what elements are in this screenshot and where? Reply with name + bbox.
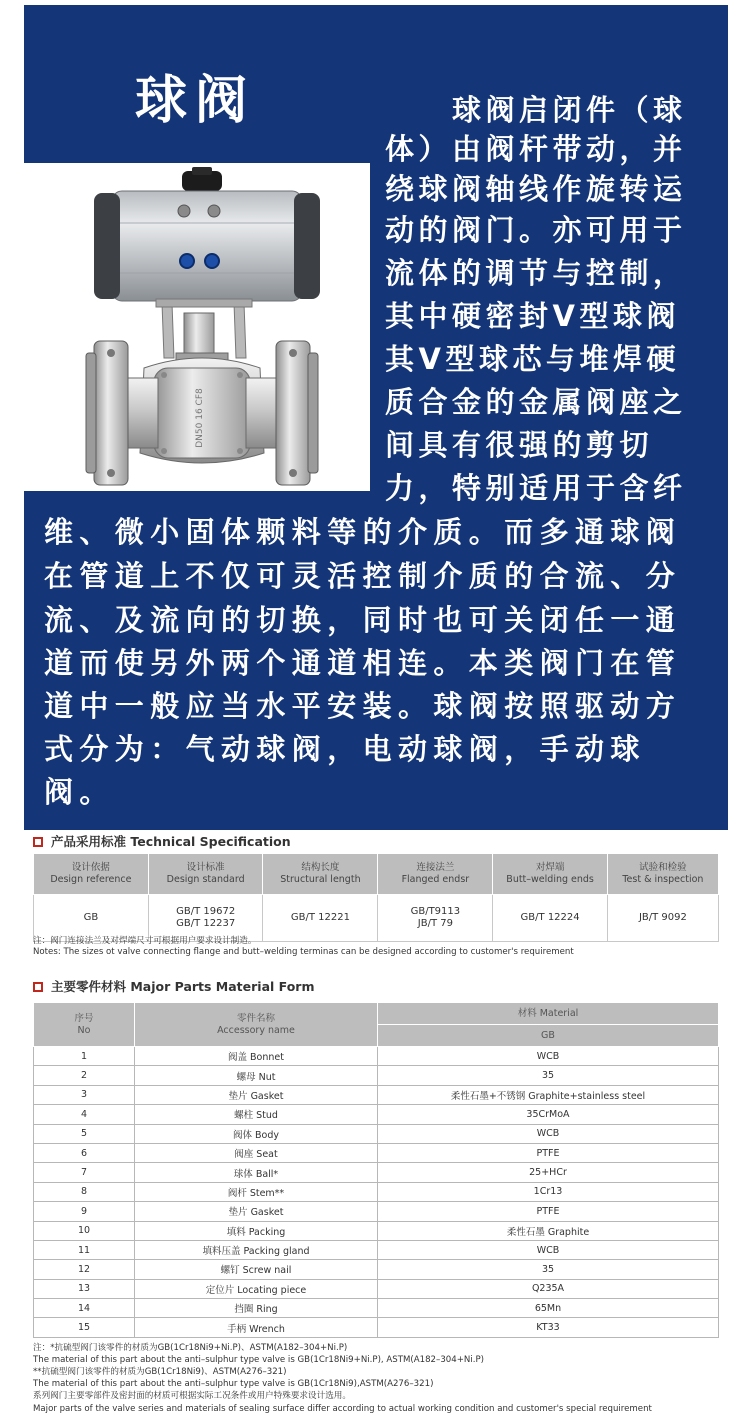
section-square-icon — [33, 837, 43, 847]
parts-cell-name: 定位片 Locating piece — [135, 1279, 378, 1298]
parts-row — [34, 1066, 719, 1085]
parts-note-line: Major parts of the valve series and materials of sealing surface differ according to actual working condition and customer's special requirement — [33, 1404, 652, 1414]
parts-title: 主要零件材料 Major Parts Material Form — [51, 979, 315, 994]
description-line: 阀。 — [44, 775, 115, 809]
parts-cell-mat: 柔性石墨 Graphite — [378, 1221, 719, 1240]
description-line: 质合金的金属阀座之 — [385, 385, 687, 419]
parts-cell-name: 阀座 Seat — [135, 1143, 378, 1162]
spec-cell: GB/T 12221 — [263, 895, 378, 942]
ball-valve-photo — [24, 163, 370, 491]
parts-cell-name: 阀杆 Stem** — [135, 1182, 378, 1201]
parts-cell-name: 挡圈 Ring — [135, 1299, 378, 1318]
parts-row — [34, 1124, 719, 1143]
spec-header-cell: 对焊端 Butt–welding ends — [493, 854, 607, 895]
parts-note-line: 系列阀门主要零部件及密封面的材质可根据实际工况条件或用户特殊要求设计选用。 — [33, 1391, 351, 1401]
parts-cell-name: 填料压盖 Packing gland — [135, 1240, 378, 1259]
parts-cell-no: 8 — [34, 1182, 135, 1201]
parts-row — [34, 1143, 719, 1162]
parts-cell-no: 5 — [34, 1124, 135, 1143]
parts-note-line: The material of this part about the anti–sulphur type valve is GB(1Cr18Ni9),ASTM(A276–321) — [33, 1379, 434, 1389]
parts-cell-no: 13 — [34, 1279, 135, 1298]
parts-cell-no: 6 — [34, 1143, 135, 1162]
parts-row — [34, 1260, 719, 1279]
parts-cell-no: 9 — [34, 1202, 135, 1221]
parts-row — [34, 1047, 719, 1066]
page-title: 球阀 — [135, 71, 256, 131]
parts-header-no: 序号 No — [34, 1003, 135, 1047]
parts-cell-mat: 1Cr13 — [378, 1182, 719, 1201]
parts-row — [34, 1221, 719, 1240]
parts-cell-name: 填料 Packing — [135, 1221, 378, 1240]
parts-table — [33, 1002, 719, 1338]
parts-cell-name: 螺柱 Stud — [135, 1105, 378, 1124]
description-line: 道中一般应当水平安装。球阀按照驱动方 — [44, 689, 682, 723]
spec-note-cn: 注：阀门连接法兰及对焊端尺寸可根据用户要求设计制造。 — [33, 936, 257, 946]
description-line: 式分为：气动球阀，电动球阀，手动球 — [44, 732, 646, 766]
parts-cell-no: 10 — [34, 1221, 135, 1240]
parts-row — [34, 1279, 719, 1298]
description-line: 流、及流向的切换，同时也可关闭任一通 — [44, 603, 682, 637]
spec-header-cell: 连接法兰 Flanged endsr — [378, 854, 493, 895]
parts-cell-name: 球体 Ball* — [135, 1163, 378, 1182]
parts-cell-mat: PTFE — [378, 1143, 719, 1162]
parts-cell-no: 7 — [34, 1163, 135, 1182]
description-line: 其V型球芯与堆焊硬 — [385, 342, 680, 376]
parts-section-title — [33, 978, 314, 996]
parts-cell-name: 手柄 Wrench — [135, 1318, 378, 1337]
description-line: 力，特别适用于含纤 — [385, 471, 687, 505]
parts-cell-no: 14 — [34, 1299, 135, 1318]
description-line: 球阀启闭件（球 — [385, 93, 687, 127]
description-line: 动的阀门。亦可用于 — [385, 213, 687, 247]
parts-cell-mat: PTFE — [378, 1202, 719, 1221]
description-line: 其中硬密封V型球阀 — [385, 299, 680, 333]
parts-cell-mat: 65Mn — [378, 1299, 719, 1318]
description-line: 绕球阀轴线作旋转运 — [385, 172, 687, 206]
parts-cell-mat: 35CrMoA — [378, 1105, 719, 1124]
parts-row — [34, 1163, 719, 1182]
spec-section-title — [33, 833, 291, 851]
description-line: 在管道上不仅可灵活控制介质的合流、分 — [44, 559, 682, 593]
description-line: 体）由阀杆带动，并 — [385, 132, 687, 166]
parts-cell-mat: WCB — [378, 1124, 719, 1143]
parts-cell-mat: WCB — [378, 1047, 719, 1066]
parts-cell-no: 1 — [34, 1047, 135, 1066]
parts-cell-mat: 25+HCr — [378, 1163, 719, 1182]
spec-header-cell: 试验和检验 Test & inspection — [607, 854, 718, 895]
parts-cell-no: 12 — [34, 1260, 135, 1279]
valve-illustration — [24, 163, 370, 491]
spec-cell: JB/T 9092 — [607, 895, 718, 942]
parts-cell-name: 阀体 Body — [135, 1124, 378, 1143]
parts-row — [34, 1182, 719, 1201]
spec-header-cell: 设计依据 Design reference — [34, 854, 149, 895]
spec-title: 产品采用标准 Technical Specification — [51, 834, 291, 849]
parts-note-line: **抗硫型阀门该零件的材质为GB(1Cr18Ni9)、ASTM(A276–321) — [33, 1367, 287, 1377]
description-line: 间具有很强的剪切 — [385, 428, 654, 462]
parts-cell-name: 螺钉 Screw nail — [135, 1260, 378, 1279]
parts-cell-mat: 柔性石墨+不锈钢 Graphite+stainless steel — [378, 1085, 719, 1104]
description-line: 道而使另外两个通道相连。本类阀门在管 — [44, 646, 682, 680]
parts-cell-no: 4 — [34, 1105, 135, 1124]
parts-cell-no: 11 — [34, 1240, 135, 1259]
spec-header-cell: 设计标准 Design standard — [148, 854, 263, 895]
parts-cell-name: 阀盖 Bonnet — [135, 1047, 378, 1066]
spec-cell: GB/T9113 JB/T 79 — [378, 895, 493, 942]
parts-cell-name: 螺母 Nut — [135, 1066, 378, 1085]
parts-note-line: 注：*抗硫型阀门该零件的材质为GB(1Cr18Ni9+Ni.P)、ASTM(A182–304+Ni.P) — [33, 1343, 348, 1353]
parts-cell-mat: WCB — [378, 1240, 719, 1259]
parts-header-gb: GB — [378, 1025, 719, 1047]
spec-cell: GB/T 19672 GB/T 12237 — [148, 895, 263, 942]
spec-cell: GB — [34, 895, 149, 942]
spec-note-en: Notes: The sizes ot valve connecting flange and butt–welding terminas can be designed according to customer's requirement — [33, 947, 574, 957]
parts-row — [34, 1105, 719, 1124]
parts-row — [34, 1085, 719, 1104]
parts-row — [34, 1202, 719, 1221]
parts-header-name: 零件名称 Accessory name — [135, 1003, 378, 1047]
spec-header-cell: 结构长度 Structural length — [263, 854, 378, 895]
spec-table — [33, 853, 719, 942]
parts-row — [34, 1318, 719, 1337]
description-line: 维、微小固体颗料等的介质。而多通球阀 — [44, 515, 682, 549]
parts-cell-no: 3 — [34, 1085, 135, 1104]
description-line: 流体的调节与控制， — [385, 256, 687, 290]
parts-row — [34, 1299, 719, 1318]
spec-cell: GB/T 12224 — [493, 895, 607, 942]
parts-cell-mat: 35 — [378, 1260, 719, 1279]
spec-header-row — [34, 854, 719, 895]
parts-cell-no: 2 — [34, 1066, 135, 1085]
parts-cell-no: 15 — [34, 1318, 135, 1337]
body-stamp: DN50 16 CF8 — [195, 388, 205, 448]
parts-cell-mat: 35 — [378, 1066, 719, 1085]
parts-row — [34, 1240, 719, 1259]
parts-header-row — [34, 1003, 719, 1025]
parts-header-material: 材料 Material — [378, 1003, 719, 1025]
parts-cell-name: 垫片 Gasket — [135, 1085, 378, 1104]
parts-cell-mat: Q235A — [378, 1279, 719, 1298]
parts-note-line: The material of this part about the anti–sulphur type valve is GB(1Cr18Ni9+Ni.P), ASTM(A182–304+Ni.P) — [33, 1355, 485, 1365]
parts-cell-mat: KT33 — [378, 1318, 719, 1337]
section-square-icon — [33, 982, 43, 992]
parts-cell-name: 垫片 Gasket — [135, 1202, 378, 1221]
spec-data-row — [34, 895, 719, 942]
